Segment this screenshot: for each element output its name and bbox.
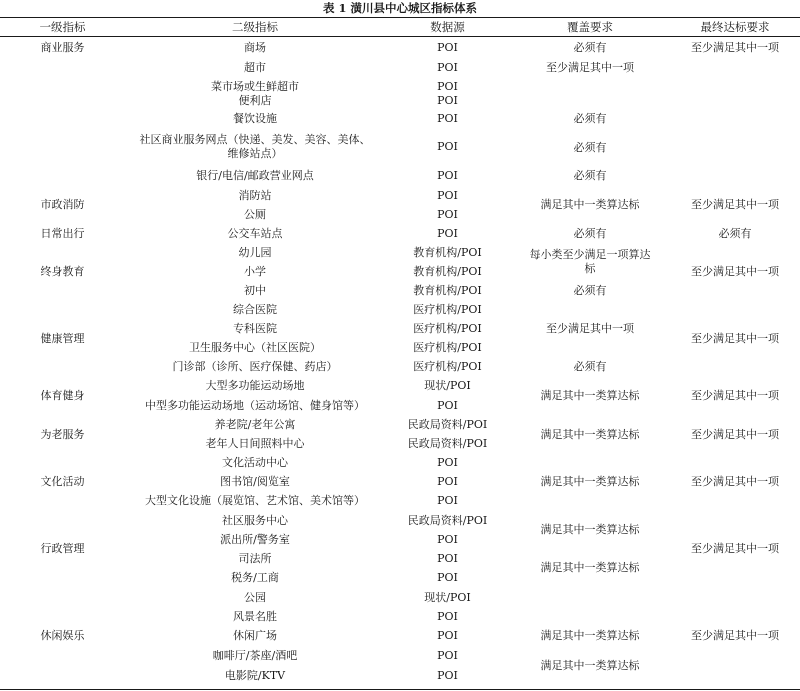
level1-cell: 健康管理	[40, 331, 85, 345]
source-cell: 教育机构/POI	[413, 264, 482, 278]
final-cell: 至少满足其中一项	[691, 331, 779, 345]
source-cell: POI	[437, 551, 458, 565]
level2-cell: 消防站	[238, 188, 272, 202]
source-cell: 教育机构/POI	[413, 245, 482, 259]
level2-cell: 综合医院	[233, 302, 277, 316]
coverage-cell: 满足其中一类算达标	[540, 628, 640, 642]
level2-cell: 小学	[244, 264, 266, 278]
header-final: 最终达标要求	[700, 20, 770, 34]
header-rule	[0, 36, 800, 37]
level2-cell: 大型文化设施（展览馆、艺术馆、美术馆等）	[145, 493, 365, 507]
level2-cell: 税务/工商	[231, 570, 279, 584]
source-cell: 现状/POI	[424, 378, 471, 392]
level1-cell: 文化活动	[40, 474, 85, 488]
source-cell: POI	[437, 570, 458, 584]
header-coverage: 覆盖要求	[567, 20, 613, 34]
level2-cell: 派出所/警务室	[220, 532, 290, 546]
level2-cell: 风景名胜	[233, 609, 277, 623]
source-cell: POI	[437, 140, 458, 153]
coverage-cell: 满足其中一类算达标	[540, 197, 640, 211]
level2-cell: 公交车站点	[227, 226, 283, 240]
source-cell: POI	[437, 532, 458, 546]
level2-cell: 幼儿园	[238, 245, 272, 259]
final-cell: 至少满足其中一项	[691, 388, 779, 402]
level2-cell: 餐饮设施	[233, 111, 277, 125]
level2-cell: 商场	[244, 40, 266, 54]
level2-line: 社区商业服务网点（快递、美发、美容、美体、	[139, 133, 371, 146]
source-cell: POI	[437, 455, 458, 469]
coverage-cell: 满足其中一类算达标	[540, 474, 640, 488]
source-cell: POI	[437, 474, 458, 488]
source-cell: POI	[437, 493, 458, 507]
source-cell: 医疗机构/POI	[413, 321, 482, 335]
level2-cell: 中型多功能运动场地（运动场馆、健身馆等）	[145, 398, 365, 412]
level1-cell: 市政消防	[40, 197, 85, 211]
level2-cell: 文化活动中心	[222, 455, 288, 469]
level1-cell: 日常出行	[40, 226, 85, 240]
source-cell: POI	[437, 111, 458, 125]
coverage-cell: 必须有	[573, 283, 607, 297]
coverage-line: 每小类至少满足一项算达	[529, 248, 651, 261]
coverage-cell: 满足其中一类算达标	[540, 658, 640, 672]
level2-cell: 大型多功能运动场地	[205, 378, 305, 392]
source-cell: 民政局资料/POI	[407, 436, 488, 450]
coverage-cell: 必须有	[573, 140, 607, 154]
source-cell: 民政局资料/POI	[407, 513, 488, 527]
coverage-cell: 满足其中一类算达标	[540, 427, 640, 441]
level2-cell: 初中	[244, 283, 266, 297]
level2-cell: 咖啡厅/茶座/酒吧	[212, 648, 298, 662]
level2-cell: 老年人日间照料中心	[205, 436, 305, 450]
level2-cell: 司法所	[238, 551, 272, 565]
final-cell: 至少满足其中一项	[691, 541, 779, 555]
final-cell: 至少满足其中一项	[691, 264, 779, 278]
level2-cell: 公厕	[244, 207, 266, 221]
level2-cell: 休闲广场	[233, 628, 277, 642]
source-cell: POI	[437, 93, 458, 107]
source-cell: POI	[437, 668, 458, 682]
final-cell: 至少满足其中一项	[691, 474, 779, 488]
coverage-cell: 满足其中一类算达标	[540, 560, 640, 574]
level1-cell: 行政管理	[40, 541, 85, 555]
coverage-cell: 至少满足其中一项	[546, 60, 634, 74]
level2-cell: 图书馆/阅览室	[220, 474, 290, 488]
coverage-cell: 必须有	[573, 168, 607, 182]
source-cell: POI	[437, 628, 458, 642]
level1-cell: 休闲娱乐	[40, 628, 85, 642]
header-source: 数据源	[430, 20, 465, 34]
coverage-cell: 满足其中一类算达标	[540, 388, 640, 402]
level2-cell: 电影院/KTV	[224, 668, 286, 682]
source-cell: POI	[437, 40, 458, 54]
source-cell: POI	[437, 609, 458, 623]
level1-cell: 为老服务	[40, 427, 85, 441]
source-cell: 医疗机构/POI	[413, 359, 482, 373]
level2-cell: 专科医院	[233, 321, 277, 335]
coverage-cell	[510, 243, 670, 281]
source-cell: POI	[437, 168, 458, 182]
level2-cell: 养老院/老年公寓	[214, 417, 296, 431]
source-cell: 现状/POI	[424, 590, 471, 604]
level2-cell: 银行/电信/邮政营业网点	[196, 168, 314, 182]
final-cell: 至少满足其中一项	[691, 40, 779, 54]
source-cell: POI	[437, 648, 458, 662]
level2-line: 维修站点）	[227, 147, 283, 160]
source-cell: POI	[437, 226, 458, 240]
level2-cell: 公园	[244, 590, 266, 604]
level2-cell: 社区服务中心	[222, 513, 288, 527]
coverage-cell: 必须有	[573, 359, 607, 373]
level2-cell: 菜市场或生鲜超市	[211, 79, 299, 93]
table-caption: 表 1 潢川县中心城区指标体系	[322, 1, 477, 15]
level2-cell: 卫生服务中心（社区医院）	[189, 340, 321, 354]
source-cell: POI	[437, 398, 458, 412]
source-cell: POI	[437, 188, 458, 202]
coverage-cell: 满足其中一类算达标	[540, 522, 640, 536]
level1-cell: 终身教育	[40, 264, 85, 278]
bottom-rule	[0, 689, 800, 690]
level2-cell: 便利店	[238, 93, 272, 107]
level1-cell: 体育健身	[40, 388, 85, 402]
coverage-cell: 必须有	[573, 40, 607, 54]
source-cell: POI	[437, 60, 458, 74]
final-cell: 至少满足其中一项	[691, 628, 779, 642]
level2-cell: 超市	[244, 60, 266, 74]
source-cell: POI	[437, 79, 458, 93]
level2-cell: 门诊部（诊所、医疗保健、药店）	[172, 359, 338, 373]
header-level1: 一级指标	[39, 20, 86, 34]
coverage-cell: 至少满足其中一项	[546, 321, 634, 335]
final-cell: 至少满足其中一项	[691, 197, 779, 211]
level2-cell	[125, 128, 385, 166]
source-cell: 医疗机构/POI	[413, 302, 482, 316]
coverage-cell: 必须有	[573, 226, 607, 240]
final-cell: 必须有	[718, 226, 752, 240]
level1-cell: 商业服务	[40, 40, 85, 54]
coverage-cell: 必须有	[573, 111, 607, 125]
final-cell: 至少满足其中一项	[691, 427, 779, 441]
header-level2: 二级指标	[232, 20, 278, 34]
source-cell: POI	[437, 207, 458, 221]
source-cell: 教育机构/POI	[413, 283, 482, 297]
source-cell: 医疗机构/POI	[413, 340, 482, 354]
source-cell: 民政局资料/POI	[407, 417, 488, 431]
coverage-line: 标	[584, 262, 596, 275]
